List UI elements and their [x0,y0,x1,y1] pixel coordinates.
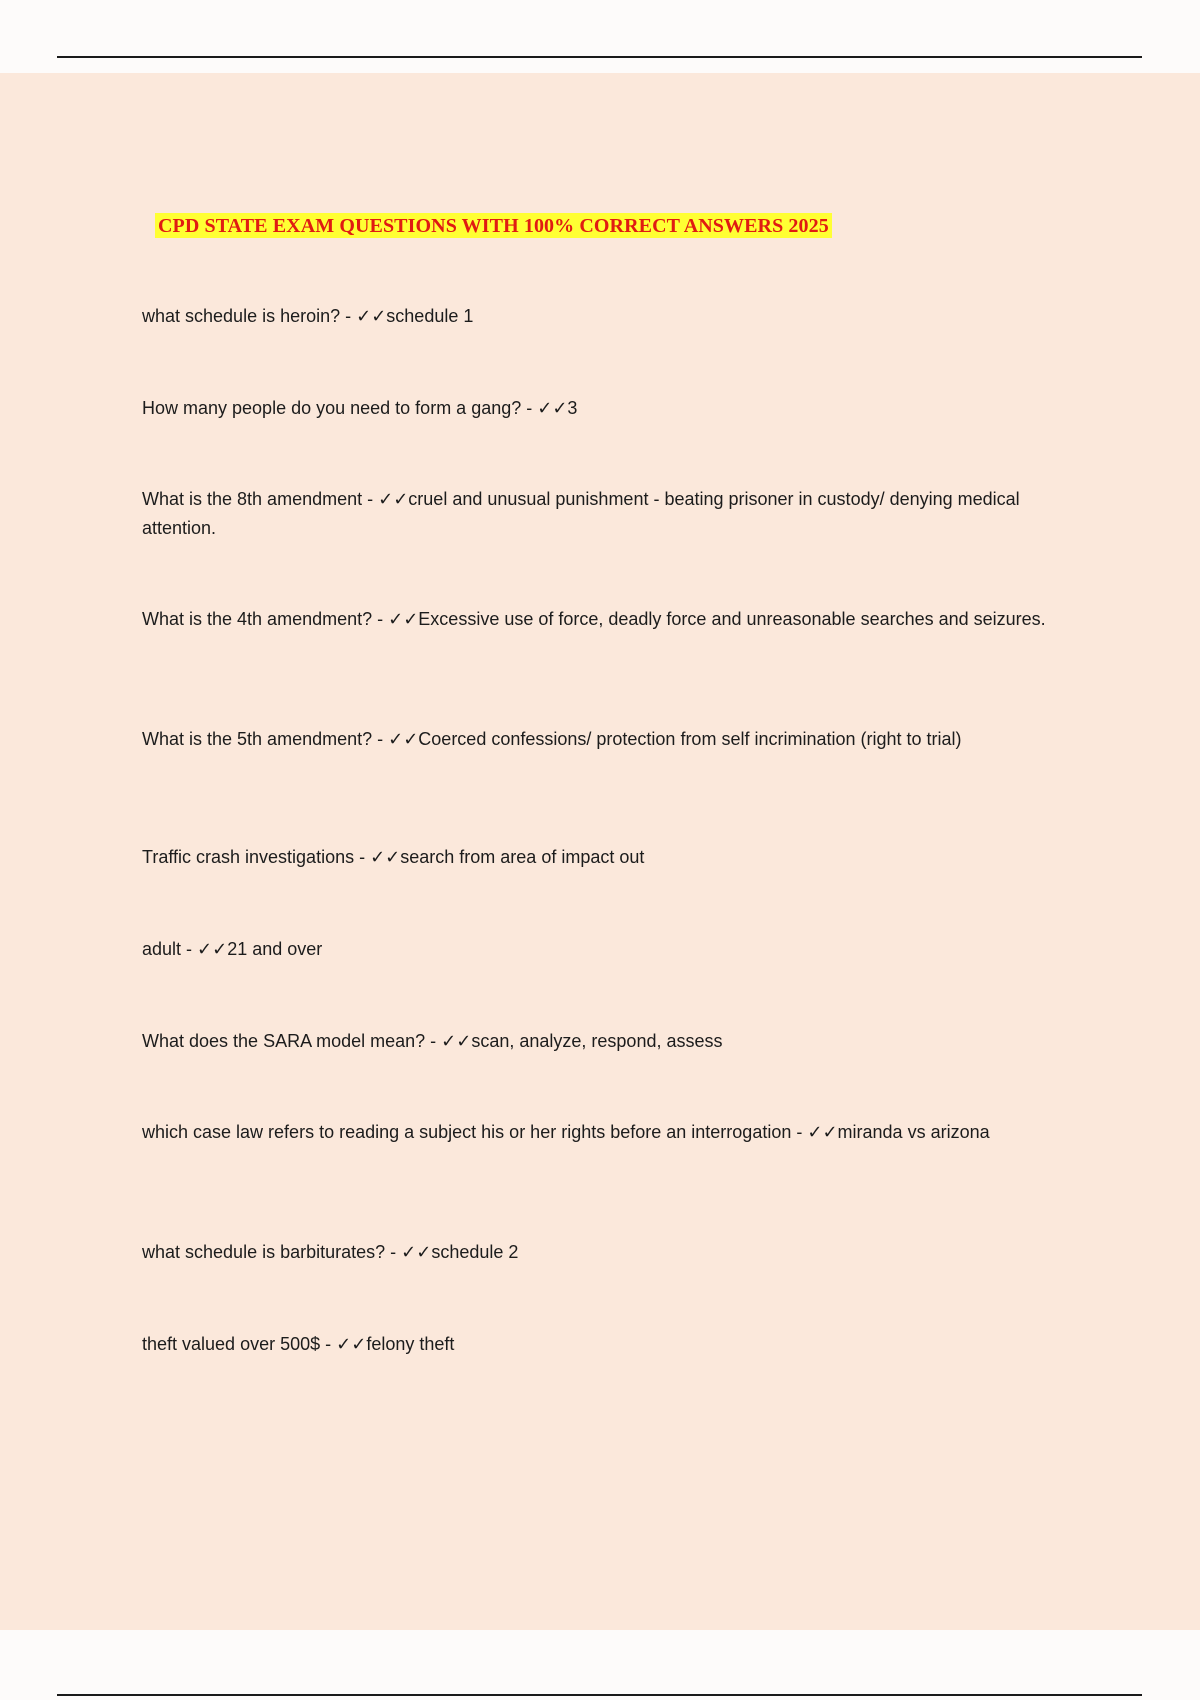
separator: - [372,609,389,629]
question-text: How many people do you need to form a gang? [142,398,522,418]
qa-item [142,1118,1062,1147]
document-title: CPD STATE EXAM QUESTIONS WITH 100% CORRECT ANSWERS 2025 [155,213,832,238]
answer-text: cruel and unusual punishment - beating prisoner in custody/ denying medical attention. [142,489,1020,538]
answer-text: 3 [567,398,578,418]
qa-item [142,725,1062,754]
double-check-icon: ✓✓ [378,489,409,510]
question-text: what schedule is heroin? [142,306,341,326]
answer-text: Excessive use of force, deadly force and unreasonable searches and seizures. [418,609,1046,629]
qa-item [142,1330,1062,1359]
double-check-icon: ✓✓ [370,847,401,868]
question-text: adult [142,939,182,959]
qa-item [142,1027,1062,1056]
double-check-icon: ✓✓ [356,306,387,327]
answer-text: 21 and over [227,939,323,959]
qa-item [142,485,1062,542]
answer-text: Coerced confessions/ protection from self incrimination (right to trial) [418,729,962,749]
separator: - [320,1334,337,1354]
question-text: What is the 4th amendment? [142,609,373,629]
document-page [0,73,1200,1630]
question-text: What is the 8th amendment [142,489,363,509]
qa-item [142,394,1062,423]
answer-text: search from area of impact out [400,847,645,867]
separator: - [181,939,198,959]
double-check-icon: ✓✓ [336,1334,367,1355]
question-text: What is the 5th amendment? [142,729,373,749]
double-check-icon: ✓✓ [388,729,419,750]
separator: - [385,1242,402,1262]
answer-text: miranda vs arizona [837,1122,990,1142]
separator: - [354,847,371,867]
qa-item [142,302,1062,331]
separator: - [791,1122,808,1142]
double-check-icon: ✓✓ [388,609,419,630]
question-text: theft valued over 500$ [142,1334,321,1354]
qa-item [142,1238,1062,1267]
double-check-icon: ✓✓ [537,398,568,419]
answer-text: scan, analyze, respond, assess [471,1031,723,1051]
double-check-icon: ✓✓ [197,939,228,960]
answer-text: schedule 1 [386,306,474,326]
bottom-rule [57,1694,1142,1696]
separator: - [362,489,379,509]
separator: - [340,306,357,326]
double-check-icon: ✓✓ [401,1242,432,1263]
qa-item [142,935,1062,964]
double-check-icon: ✓✓ [807,1122,838,1143]
question-text: which case law refers to reading a subject his or her rights before an interrogation [142,1122,792,1142]
separator: - [521,398,538,418]
question-text: what schedule is barbiturates? [142,1242,386,1262]
double-check-icon: ✓✓ [441,1031,472,1052]
separator: - [372,729,389,749]
answer-text: felony theft [366,1334,455,1354]
answer-text: schedule 2 [431,1242,519,1262]
top-rule [57,56,1142,58]
qa-item [142,843,1062,872]
question-text: What does the SARA model mean? [142,1031,426,1051]
title-container [155,213,832,238]
question-text: Traffic crash investigations [142,847,355,867]
qa-item [142,605,1062,634]
separator: - [425,1031,442,1051]
